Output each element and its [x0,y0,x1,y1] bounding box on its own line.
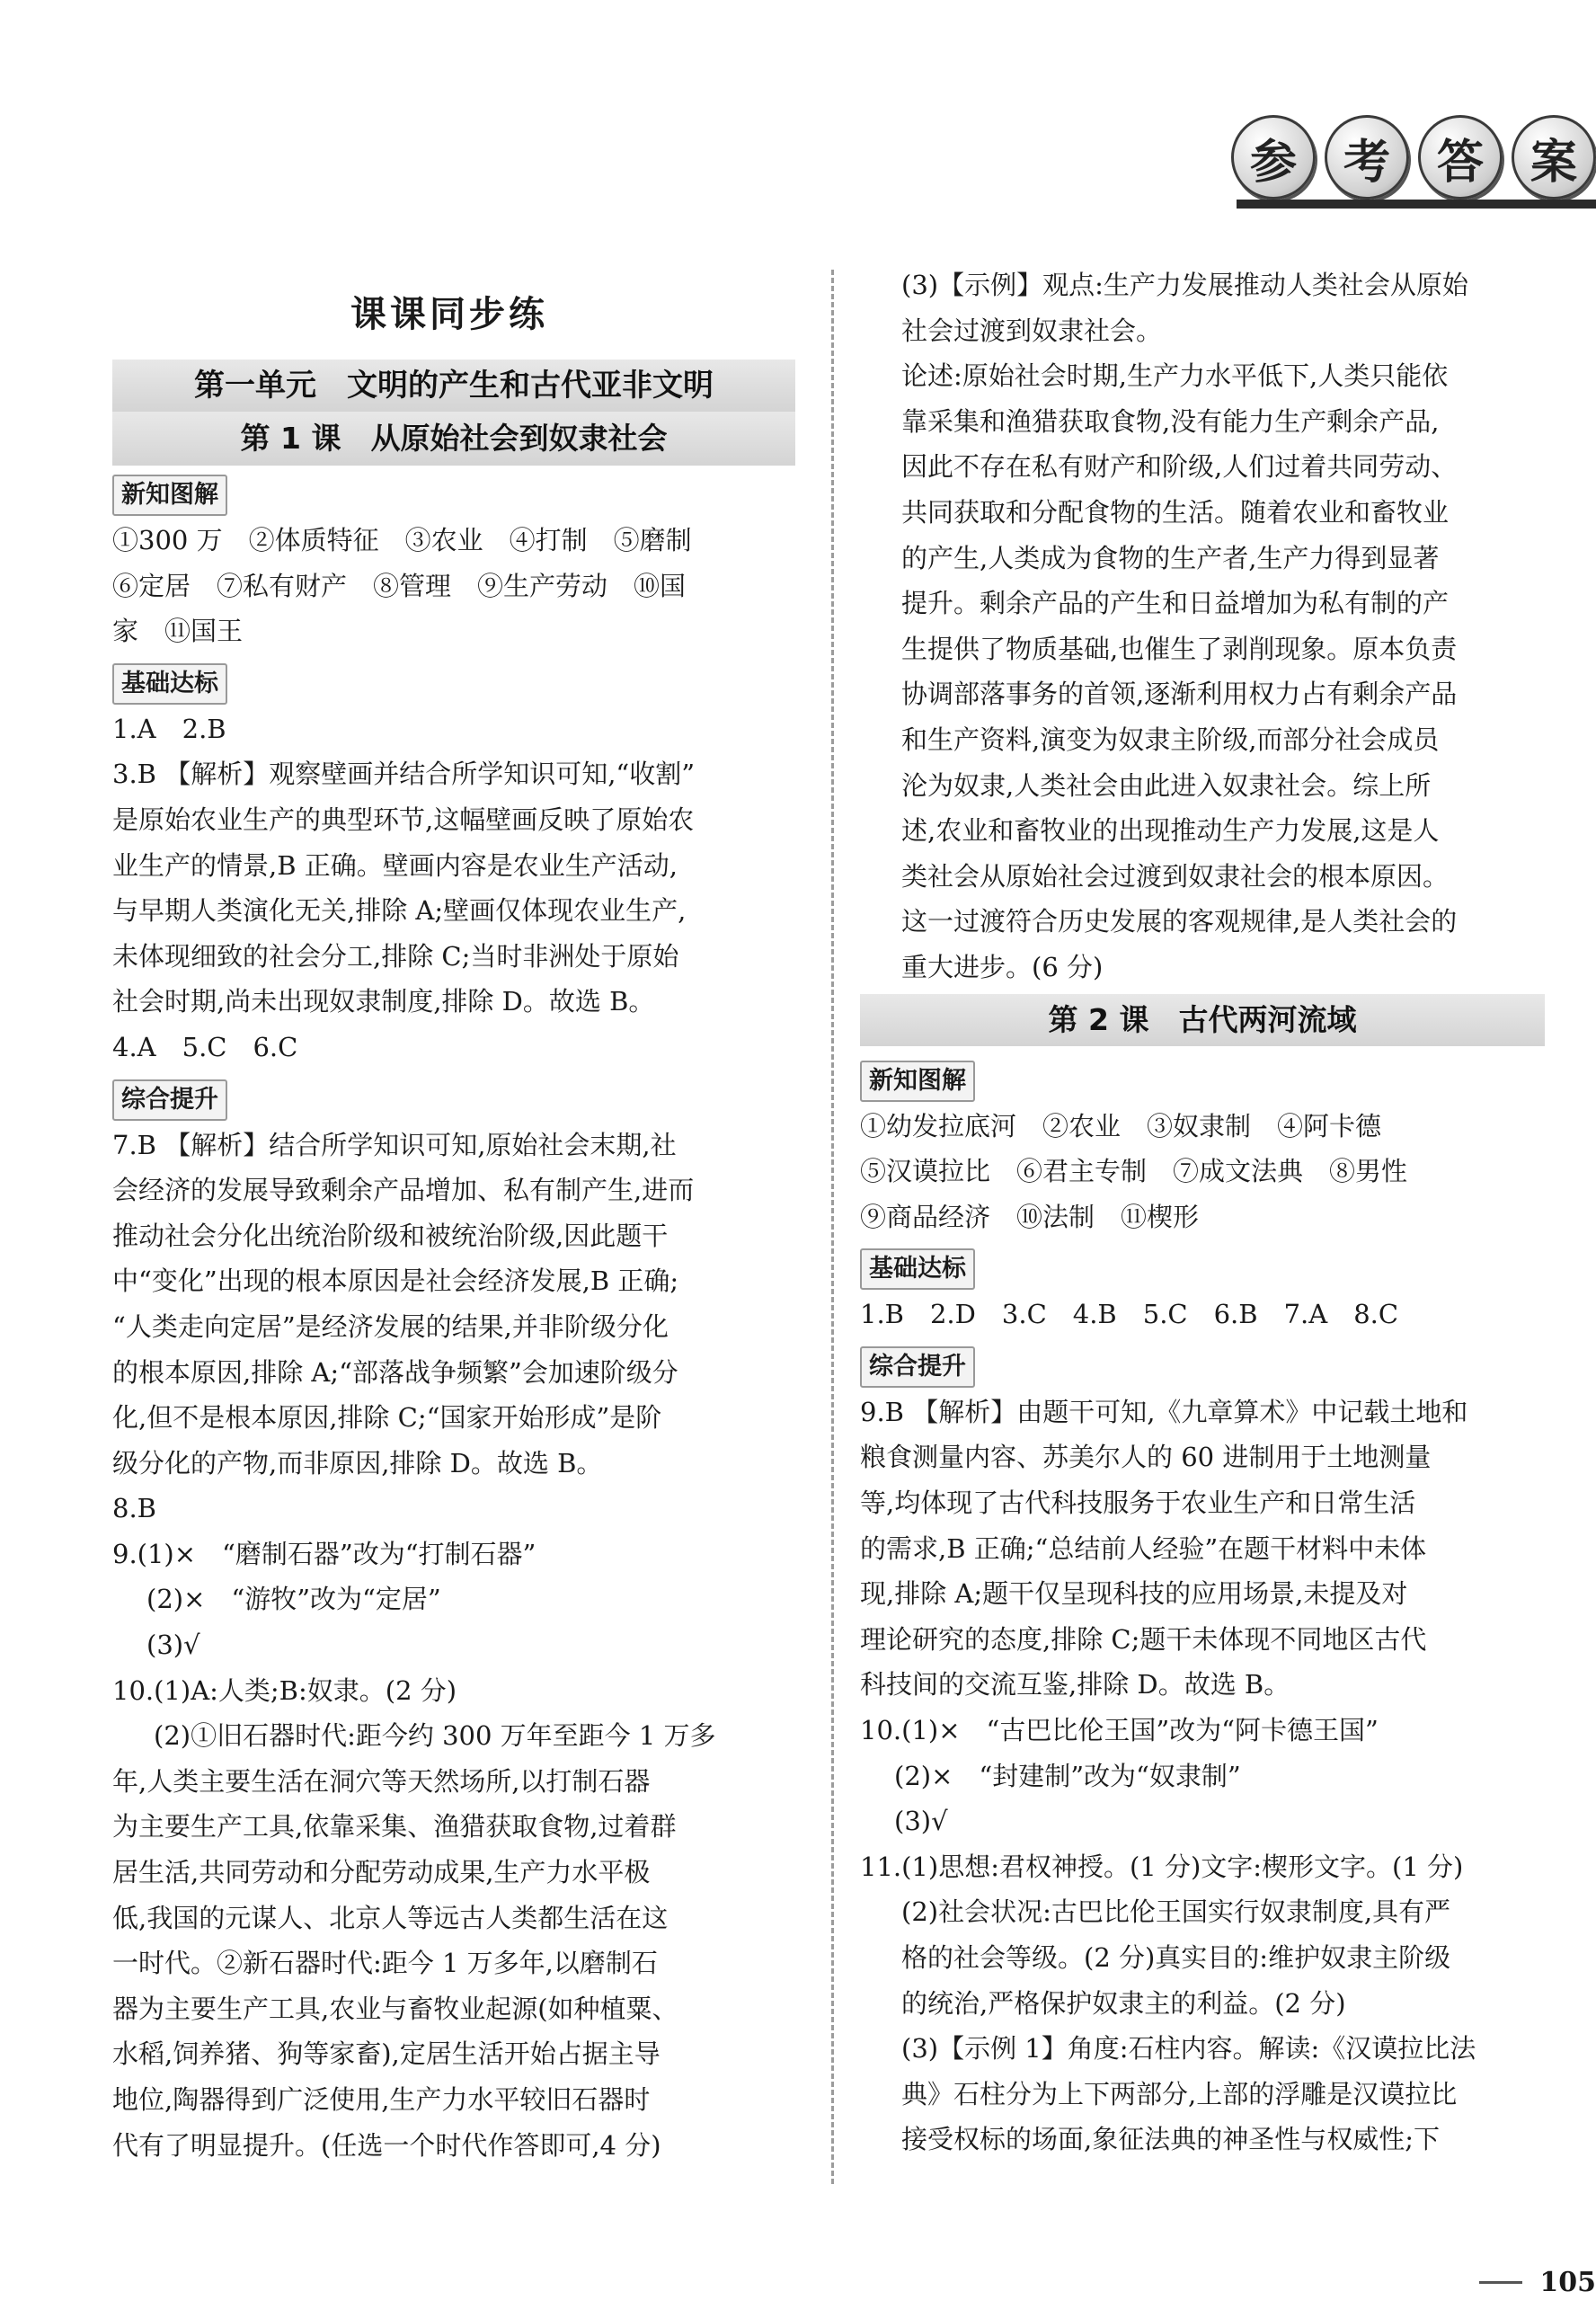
answer-line: 社会过渡到奴隶社会。 [901,315,1163,346]
answer-line: (3)【示例 1】角度:石柱内容。解读:《汉谟拉比法 [901,2033,1476,2065]
answer-line: 格的社会等级。(2 分)真实目的:维护奴隶主阶级 [901,1942,1451,1973]
header-badge: 考 [1325,115,1409,200]
answer-line: ⑥定居 ⑦私有财产 ⑧管理 ⑨生产劳动 ⑩国 [112,570,687,601]
answer-line: 这一过渡符合历史发展的客观规律,是人类社会的 [901,906,1458,937]
answer-line: 器为主要生产工具,农业与畜牧业起源(如种植粟、 [112,1993,678,2024]
header-badge: 参 [1231,115,1316,200]
answer-line: 粮食测量内容、苏美尔人的 60 进制用于土地测量 [860,1442,1432,1473]
answer-line: 社会时期,尚未出现奴隶制度,排除 D。故选 B。 [112,986,655,1017]
answer-line: 的统治,严格保护奴隶主的利益。(2 分) [901,1987,1346,2019]
answer-line: ①幼发拉底河 ②农业 ③奴隶制 ④阿卡德 [860,1110,1382,1141]
answer-line: 业生产的情景,B 正确。壁画内容是农业生产活动, [112,849,678,881]
answer-line: 是原始农业生产的典型环节,这幅壁画反映了原始农 [112,804,695,835]
answer-line: (3)√ [146,1630,200,1661]
answer-line: 的根本原因,排除 A;“部落战争频繁”会加速阶级分 [112,1356,678,1388]
answer-key-header [1231,115,1596,200]
section-label-comprehensive: 综合提升 [112,1079,227,1121]
answer-line: 地位,陶器得到广泛使用,生产力水平较旧石器时 [112,2084,651,2115]
answer-line: 共同获取和分配食物的生活。随着农业和畜牧业 [901,496,1450,528]
answer-line: 因此不存在私有财产和阶级,人们过着共同劳动、 [901,451,1458,483]
answer-line: 会经济的发展导致剩余产品增加、私有制产生,进而 [112,1175,695,1206]
answer-line: 年,人类主要生活在洞穴等天然场所,以打制石器 [112,1765,651,1797]
right-column [860,262,1545,2162]
answer-line: 居生活,共同劳动和分配劳动成果,生产力水平极 [112,1857,651,1888]
answer-line: (2)× “游牧”改为“定居” [146,1584,441,1615]
header-badge: 答 [1418,115,1503,200]
answer-line: 家 ⑪国王 [112,616,244,647]
section-label-comprehensive: 综合提升 [860,1346,975,1388]
answer-line: 现,排除 A;题干仅呈现科技的应用场景,未提及对 [860,1578,1408,1610]
answer-line: 理论研究的态度,排除 C;题干未体现不同地区古代 [860,1623,1427,1655]
page-number-dash [1479,2281,1522,2284]
answer-line: 科技间的交流互鉴,排除 D。故选 B。 [860,1669,1290,1701]
answer-line: 11.(1)思想:君权神授。(1 分)文字:楔形文字。(1 分) [860,1851,1464,1882]
lesson-banner: 第 1 课 从原始社会到奴隶社会 [112,412,795,466]
section-label-new-knowledge: 新知图解 [860,1061,975,1102]
page-number: 105 [1539,2267,1596,2298]
header-badge: 案 [1512,115,1596,200]
answer-line: 中“变化”出现的根本原因是社会经济发展,B 正确; [112,1265,679,1297]
answer-line: 级分化的产物,而非原因,排除 D。故选 B。 [112,1447,603,1479]
answer-line: 1.A 2.B [112,713,226,744]
answer-line: 论述:原始社会时期,生产力水平低下,人类只能依 [901,360,1449,392]
section-label-basic: 基础达标 [860,1248,975,1290]
answer-line: 和生产资料,演变为奴隶主阶级,而部分社会成员 [901,724,1440,755]
answer-line: 7.B 【解析】结合所学知识可知,原始社会末期,社 [112,1129,677,1160]
answer-line: 低,我国的元谋人、北京人等远古人类都生活在这 [112,1902,669,1933]
left-column [112,360,795,2168]
page-title: 课课同步练 [350,294,548,335]
answer-line: 等,均体现了古代科技服务于农业生产和日常生活 [860,1487,1416,1519]
answer-line: 推动社会分化出统治阶级和被统治阶级,因此题干 [112,1220,669,1251]
answer-line: 10.(1)× “古巴比伦王国”改为“阿卡德王国” [860,1715,1379,1746]
answer-line: 类社会从原始社会过渡到奴隶社会的根本原因。 [901,860,1450,892]
answer-line: 1.B 2.D 3.C 4.B 5.C 6.B 7.A 8.C [860,1299,1399,1330]
answer-line: (3)【示例】观点:生产力发展推动人类社会从原始 [901,270,1468,300]
answer-line: 10.(1)A:人类;B:奴隶。(2 分) [112,1674,457,1706]
header-rule [1237,200,1596,209]
answer-line: 4.A 5.C 6.C [112,1031,298,1062]
answer-line: 3.B 【解析】观察壁画并结合所学知识可知,“收割” [112,759,696,790]
answer-line: 提升。剩余产品的产生和日益增加为私有制的产 [901,588,1450,619]
unit-banner: 第一单元 文明的产生和古代亚非文明 [112,360,795,412]
answer-line: ①300 万 ②体质特征 ③农业 ④打制 ⑤磨制 [112,525,692,555]
answer-line: 重大进步。(6 分) [901,951,1104,982]
answer-line: 一时代。②新石器时代:距今 1 万多年,以磨制石 [112,1948,658,1979]
answer-line: (3)√ [894,1806,948,1837]
lesson-banner: 第 2 课 古代两河流域 [860,994,1545,1046]
answer-line: (2)社会状况:古巴比伦王国实行奴隶制度,具有严 [901,1896,1451,1928]
answer-line: 典》石柱分为上下两部分,上部的浮雕是汉谟拉比 [901,2078,1458,2109]
answer-line: ⑤汉谟拉比 ⑥君主专制 ⑦成文法典 ⑧男性 [860,1156,1408,1187]
answer-line: ⑨商品经济 ⑩法制 ⑪楔形 [860,1201,1200,1232]
answer-line: 述,农业和畜牧业的出现推动生产力发展,这是人 [901,815,1440,847]
answer-line: 的产生,人类成为食物的生产者,生产力得到显著 [901,542,1440,573]
section-label-basic: 基础达标 [112,663,227,705]
column-divider [831,270,834,2184]
answer-line: 的需求,B 正确;“总结前人经验”在题干材料中未体 [860,1532,1427,1564]
answer-line: 水稻,饲养猪、狗等家畜),定居生活开始占据主导 [112,2038,661,2070]
answer-line: 接受权标的场面,象征法典的神圣性与权威性;下 [901,2124,1440,2155]
answer-line: 化,但不是根本原因,排除 C;“国家开始形成”是阶 [112,1402,662,1434]
answer-line: 协调部落事务的首领,逐渐利用权力占有剩余产品 [901,679,1458,710]
answer-line: 未体现细致的社会分工,排除 C;当时非洲处于原始 [112,940,679,972]
answer-line: 与早期人类演化无关,排除 A;壁画仅体现农业生产, [112,895,687,927]
answer-line: 生提供了物质基础,也催生了剥削现象。原本负责 [901,633,1458,664]
answer-line: “人类走向定居”是经济发展的结果,并非阶级分化 [112,1310,669,1342]
answer-line: 为主要生产工具,依靠采集、渔猎获取食物,过着群 [112,1811,677,1843]
answer-line: 8.B [112,1493,156,1524]
answer-line: 靠采集和渔猎获取食物,没有能力生产剩余产品, [901,405,1440,437]
answer-line: 代有了明显提升。(任选一个时代作答即可,4 分) [112,2129,661,2161]
answer-line: (2)× “封建制”改为“奴隶制” [894,1760,1241,1791]
answer-line: 9.B 【解析】由题干可知,《九章算术》中记载土地和 [860,1396,1468,1427]
answer-line: 沦为奴隶,人类社会由此进入奴隶社会。综上所 [901,769,1432,801]
section-label-new-knowledge: 新知图解 [112,475,227,516]
answer-line: 9.(1)× “磨制石器”改为“打制石器” [112,1538,536,1569]
answer-line: (2)①旧石器时代:距今约 300 万年至距今 1 万多 [154,1720,716,1752]
